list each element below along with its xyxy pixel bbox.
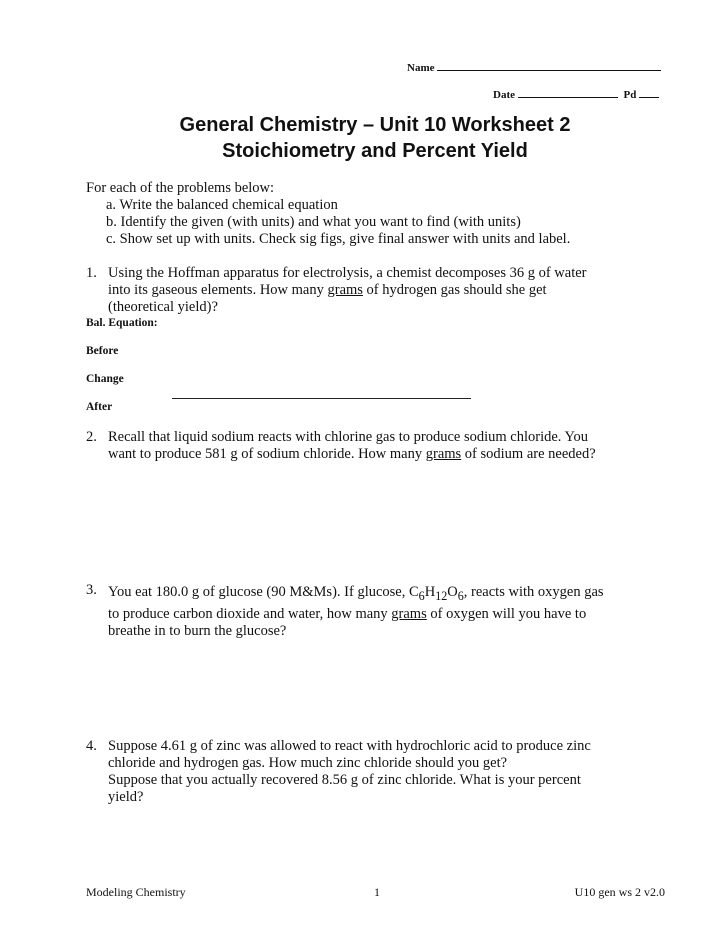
- emphasis-grams: grams: [327, 282, 363, 298]
- date-line: [493, 87, 659, 101]
- change-label: Change: [86, 373, 124, 385]
- question-text: [108, 429, 596, 463]
- text-run: You eat 180.0 g of glucose (90 M&Ms). If glucose, C: [108, 584, 419, 600]
- period-label: Pd: [623, 89, 637, 101]
- name-blank[interactable]: [437, 60, 661, 71]
- text-run: of sodium are needed?: [461, 446, 596, 462]
- emphasis-grams: grams: [425, 446, 462, 462]
- text-run: into its gaseous elements. How many: [108, 282, 328, 298]
- question-text: [108, 265, 587, 316]
- footer-left: Modeling Chemistry: [86, 885, 186, 899]
- name-line: [407, 60, 661, 74]
- question-3: [86, 582, 706, 638]
- question-line: [108, 446, 596, 463]
- question-1: [86, 265, 706, 317]
- question-line: chloride and hydrogen gas. How much zinc chloride should you get?: [108, 755, 508, 771]
- question-line: Using the Hoffman apparatus for electrolysis, a chemist decomposes 36 g of water: [108, 265, 587, 281]
- bal-equation-label: Bal. Equation:: [86, 317, 158, 329]
- text-run: of oxygen will you have to: [426, 605, 587, 622]
- emphasis-grams: grams: [391, 605, 427, 622]
- question-line: [108, 282, 587, 299]
- text-run: H: [424, 584, 436, 600]
- question-4: [86, 738, 706, 808]
- question-line: [108, 582, 604, 606]
- instructions: [86, 180, 686, 248]
- instruction-item: a. Write the balanced chemical equation: [106, 197, 338, 213]
- text-run: to produce carbon dioxide and water, how many: [108, 605, 392, 622]
- question-line: [108, 606, 604, 623]
- question-line: Recall that liquid sodium reacts with chlorine gas to produce sodium chloride. You: [108, 429, 589, 445]
- change-rule-line: [172, 398, 471, 399]
- question-line: (theoretical yield)?: [108, 299, 218, 315]
- instruction-item: c. Show set up with units. Check sig figs, give final answer with units and label.: [106, 231, 571, 247]
- text-run: of hydrogen gas should she get: [362, 282, 547, 298]
- question-line: Suppose that you actually recovered 8.56 g of zinc chloride. What is your percent: [108, 772, 581, 788]
- question-text: [108, 582, 604, 640]
- text-run: O: [447, 584, 458, 600]
- instructions-intro: For each of the problems below:: [86, 180, 275, 196]
- subscript: 12: [435, 588, 448, 603]
- question-line: breathe in to burn the glucose?: [108, 622, 287, 639]
- question-number: 3.: [86, 582, 97, 598]
- footer-right: U10 gen ws 2 v2.0: [574, 885, 665, 899]
- text-run: , reacts with oxygen gas: [463, 584, 604, 600]
- date-label: Date: [493, 89, 515, 101]
- question-number: 2.: [86, 429, 97, 445]
- page-title: General Chemistry – Unit 10 Worksheet 2: [179, 114, 571, 136]
- question-number: 1.: [86, 265, 97, 281]
- question-text: [108, 738, 591, 806]
- question-number: 4.: [86, 738, 97, 754]
- before-label: Before: [86, 345, 119, 357]
- after-label: After: [86, 401, 113, 413]
- name-label: Name: [407, 62, 435, 74]
- subscript: 6: [418, 588, 425, 603]
- instruction-item: b. Identify the given (with units) and what you want to find (with units): [106, 214, 521, 230]
- period-blank[interactable]: [639, 87, 659, 98]
- subscript: 6: [457, 588, 464, 603]
- footer-page-number: 1: [374, 885, 380, 899]
- question-line: yield?: [108, 789, 144, 805]
- page-subtitle: Stoichiometry and Percent Yield: [222, 140, 528, 162]
- text-run: want to produce 581 g of sodium chloride. How many: [108, 446, 426, 462]
- question-2: [86, 429, 706, 465]
- question-line: Suppose 4.61 g of zinc was allowed to react with hydrochloric acid to produce zinc: [108, 738, 591, 754]
- date-blank[interactable]: [518, 87, 618, 98]
